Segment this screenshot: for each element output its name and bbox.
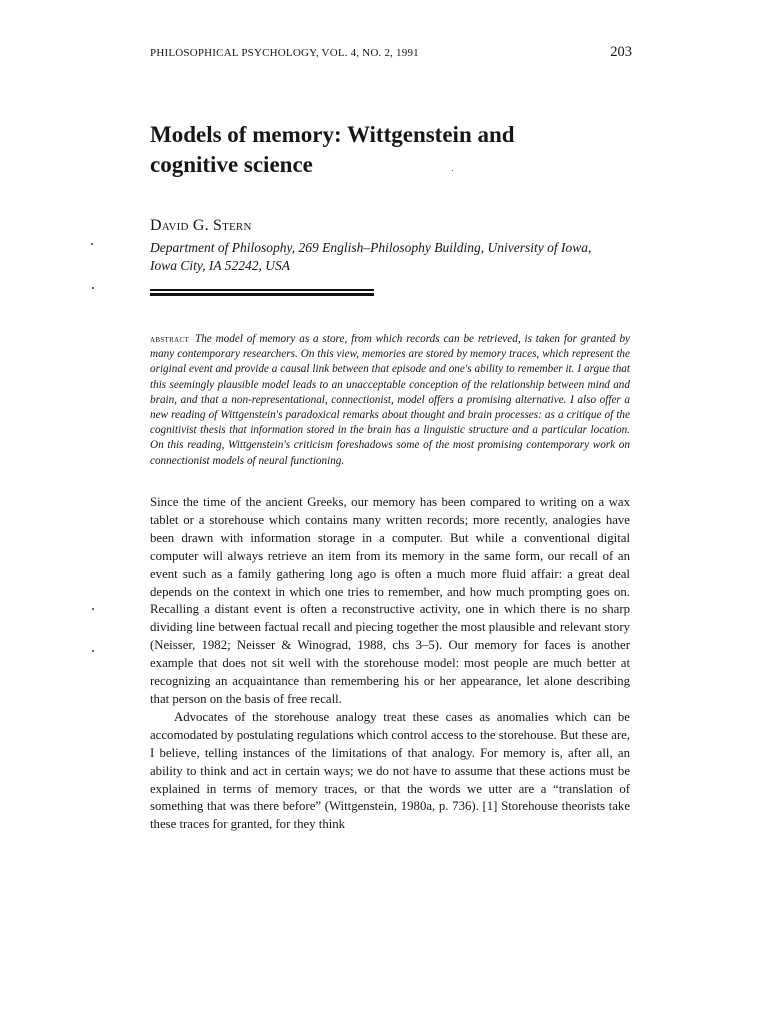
title-rule-thin [150,289,374,291]
abstract [150,332,630,469]
author-affiliation [150,239,620,275]
journal-citation: PHILOSOPHICAL PSYCHOLOGY, VOL. 4, NO. 2, 1991 [150,47,419,59]
scan-speck [452,170,453,171]
affiliation-line-2: Iowa City, IA 52242, USA [150,258,290,273]
author-name: David G. Stern [150,217,252,234]
article-title [150,120,610,180]
body-paragraph-2: Advocates of the storehouse analogy treat these cases as anomalies which can be accomodated by postulating regulations which control access to the storehouse. But these are, I believe, telling instances of the limitations of that analogy. For memory is, after all, an ability to think and act in certain ways; we do not have to assume that these actions must be explained in terms of memory traces, or that the words we utter are a “translation of something that was there before” (Wittgenstein, 1980a, p. 736). [1] Storehouse theorists take these traces for granted, for they think [150,709,630,832]
running-head [150,44,632,64]
scan-speck [92,608,94,610]
body-paragraph-1: Since the time of the ancient Greeks, our memory has been compared to writing on a wax tablet or a storehouse which contains many written records; more recently, analogies have been drawn with information storage in a computer. But while a conventional digital computer will always retrieve an item from its memory in the same form, our recall of an event such as a family gathering long ago is often a much more fluid affair: a great deal depends on the context in which one tries to remember, and how much prompting goes on. Recalling a distant event is often a reconstructive activity, one in which there is no sharp dividing line between factual recall and piecing together the most plausible and relevant story (Neisser, 1982; Neisser & Winograd, 1988, chs 3–5). Our memory for faces is another example that does not sit well with the storehouse model: most people are much better at recognizing an acquaintance than remembering his or her appearance, let alone describing that person on the basis of free recall. [150,495,630,706]
article-title-line-1: Models of memory: Wittgenstein and [150,122,515,147]
body-text [150,494,630,834]
scan-speck [92,650,94,652]
abstract-label: abstract [150,334,189,345]
scan-speck [91,243,93,245]
abstract-text: The model of memory as a store, from which records can be retrieved, is taken for granted by many contemporary researchers. On this view, memories are stored by memory traces, which represent the original event and provide a causal link between that episode and one's ability to remember it. I argue that this seemingly plausible model leads to an unacceptable conception of the relationship between mind and brain, and that a non-representational, connectionist, model offers a promising alternative. I also offer a new reading of Wittgenstein's paradoxical remarks about thought and brain processes: as a critique of the cognitivist thesis that information stored in the brain has a linguistic structure and a particular location. On this reading, Wittgenstein's criticism foreshadows some of the most promising contemporary work on connectionist models of neural functioning. [150,333,630,467]
affiliation-line-1: Department of Philosophy, 269 English–Philosophy Building, University of Iowa, [150,240,592,255]
article-title-line-2: cognitive science [150,152,313,177]
title-rule-thick [150,293,374,296]
page-number: 203 [610,44,632,60]
scan-speck [92,287,94,289]
